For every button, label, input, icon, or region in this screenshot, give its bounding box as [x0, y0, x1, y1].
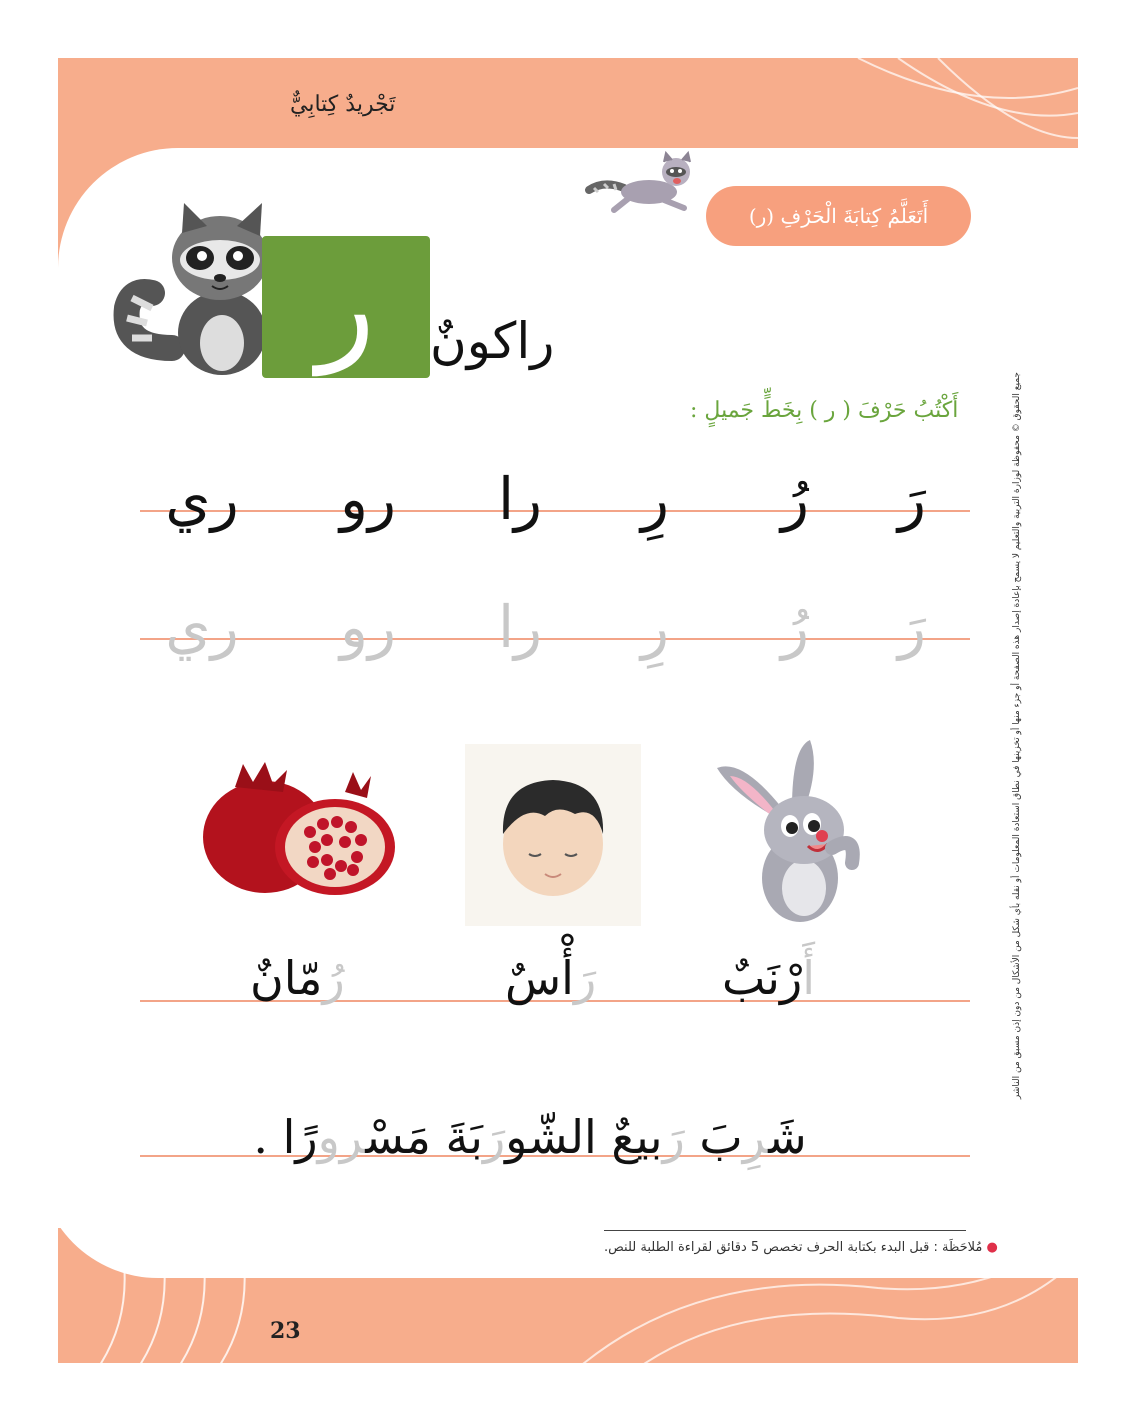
- raccoon-sitting-icon: [112, 198, 282, 380]
- sentence-trace: رو: [317, 1110, 366, 1164]
- instruction-text: أَكْتُبُ حَرْفَ ( ر ) بِخَطٍّ جَميلٍ :: [690, 398, 959, 423]
- syllable-trace: رَ: [897, 593, 926, 661]
- sentence-part: بَ: [684, 1110, 743, 1164]
- practice-sentence: [230, 1110, 830, 1164]
- lesson-title-pill: أَتَعَلَّمُ كِتابَةَ الْحَرْفِ (ر): [706, 186, 971, 246]
- syllable-trace: ري: [165, 593, 239, 661]
- rabbit-icon: [712, 738, 862, 924]
- picture-word-trace: رُ: [322, 951, 345, 1005]
- sentence-trace: رَ: [482, 1110, 506, 1164]
- boy-head-picture: [465, 744, 641, 926]
- syllable-trace: رِ: [640, 593, 669, 661]
- sentence-part: شَ: [768, 1110, 807, 1164]
- picture-word-pomegranate: [250, 951, 345, 1005]
- teacher-note: [604, 1240, 998, 1255]
- syllable-trace: رو: [339, 593, 397, 661]
- letter-card: [262, 236, 430, 378]
- sentence-part: بيعٌ الشّو: [505, 1110, 663, 1164]
- note-divider: [604, 1230, 966, 1231]
- raccoon-jumping-icon: [584, 150, 714, 220]
- letter-card-word: راكونٌ: [430, 312, 555, 370]
- syllable-dark: رِ: [640, 465, 669, 533]
- picture-word-trace: رَ: [573, 951, 597, 1005]
- page-title: تَجْريدٌ كِتابِيٌّ: [290, 92, 396, 117]
- syllable-dark: رو: [339, 465, 397, 533]
- picture-word-rabbit: [722, 951, 815, 1005]
- sentence-trace: رِ: [742, 1110, 769, 1164]
- teacher-note-text: مُلاحَظَة : قبل البدء بكتابة الحرف تخصص 5 دقائق لقراءة الطلبة للنص.: [604, 1240, 983, 1255]
- bullet-icon: ●: [986, 1240, 998, 1255]
- page-number: 23: [270, 1318, 301, 1344]
- sentence-part: بَةَ مَسْ: [365, 1110, 483, 1164]
- syllable-dark: ري: [165, 465, 239, 533]
- syllable-dark: رَ: [897, 465, 926, 533]
- sentence-part: رًا .: [253, 1110, 318, 1164]
- picture-word-text: رْنَبٌ: [722, 951, 803, 1005]
- syllable-trace: را: [497, 593, 543, 661]
- sentence-trace: رَ: [662, 1110, 685, 1164]
- pomegranate-icon: [195, 762, 405, 897]
- picture-word-text: أْسٌ: [505, 951, 574, 1005]
- picture-word-head: [505, 951, 597, 1005]
- syllable-dark: را: [497, 465, 543, 533]
- syllable-trace: رُ: [780, 593, 809, 661]
- copyright-side-text: جميع الحقوق © محفوظة لوزارة التربية والتعليم لا يسمح بإعادة إصدار هذه الصفحة أو جزء منها أو تخزينها في نطاق استعادة المعلومات أو نقله بأي شكل من الأشكال من دون إذن مسبق من الناشر: [1012, 372, 1022, 1100]
- letter-card-letter: ر: [317, 237, 375, 376]
- footer-white-curve: [58, 1158, 1078, 1278]
- syllable-dark: رُ: [780, 465, 809, 533]
- picture-word-text: مّانٌ: [250, 951, 323, 1005]
- picture-word-trace: أَ: [802, 951, 815, 1005]
- boy-head-icon: [465, 744, 641, 926]
